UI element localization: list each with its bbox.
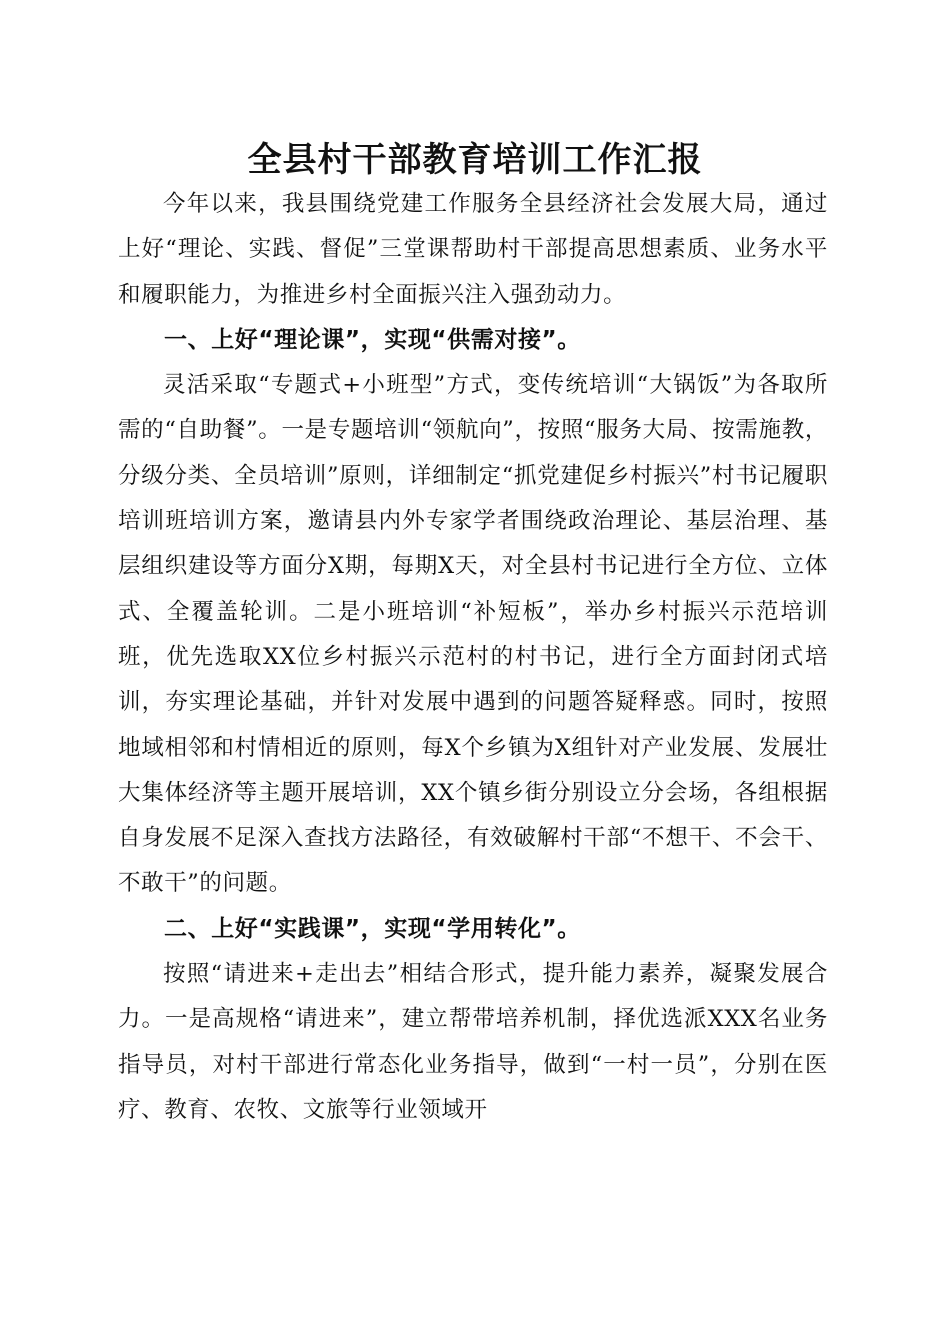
document-title: 全县村干部教育培训工作汇报	[247, 140, 703, 180]
document-body	[118, 182, 828, 1133]
section-2-paragraph: 按照“请进来+走出去”相结合形式，提升能力素养，凝聚发展合力。一是高规格“请进来”，建立帮带培养机制，择优选派XXX名业务指导员，对村干部进行常态化业务指导，做到“一村一员”，分别在医疗、教育、农牧、文旅等行业领域开	[118, 961, 828, 1123]
intro-paragraph: 今年以来，我县围绕党建工作服务全县经济社会发展大局，通过上好“理论、实践、督促”三堂课帮助村干部提高思想素质、业务水平和履职能力，为推进乡村全面振兴注入强劲动力。	[118, 191, 828, 308]
section-2-heading: 二、上好“实践课”，实现“学用转化”。	[164, 915, 581, 942]
section-1-heading: 一、上好“理论课”，实现“供需对接”。	[164, 326, 581, 353]
section-1-paragraph: 灵活采取“专题式+小班型”方式，变传统培训“大锅饭”为各取所需的“自助餐”。一是专题培训“领航向”，按照“服务大局、按需施教，分级分类、全员培训”原则，详细制定“抓党建促乡村振兴”村书记履职培训班培训方案，邀请县内外专家学者围绕政治理论、基层治理、基层组织建设等方面分X期，每期X天，对全县村书记进行全方位、立体式、全覆盖轮训。二是小班培训“补短板”，举办乡村振兴示范培训班，优先选取XX位乡村振兴示范村的村书记，进行全方面封闭式培训，夯实理论基础，并针对发展中遇到的问题答疑释惑。同时，按照地域相邻和村情相近的原则，每X个乡镇为X组针对产业发展、发展壮大集体经济等主题开展培训，XX个镇乡街分别设立分会场，各组根据自身发展不足深入查找方法路径，有效破解村干部“不想干、不会干、不敢干”的问题。	[118, 372, 828, 897]
